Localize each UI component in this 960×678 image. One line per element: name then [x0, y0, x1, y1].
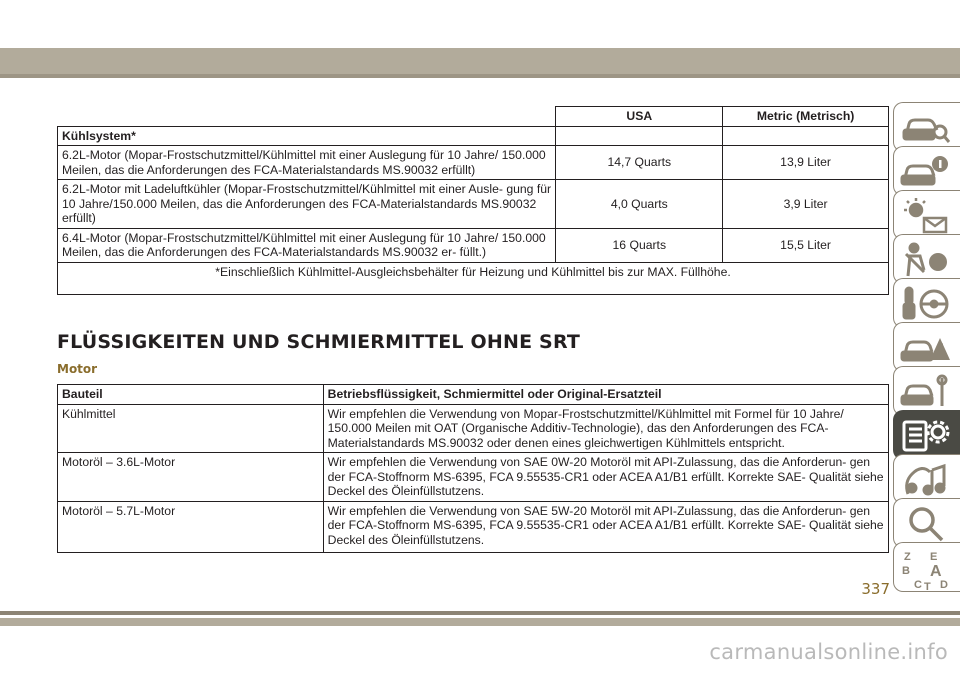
row-usa-value: 4,0 Quarts — [556, 180, 723, 229]
table-section-row — [58, 126, 889, 146]
alpha-letter-z: Z — [904, 551, 911, 563]
table-header-row — [58, 385, 889, 405]
header-bar — [0, 48, 960, 78]
row-spec: Wir empfehlen die Verwendung von SAE 0W-20 Motoröl mit API-Zulassung, das die Anforderun- gen der FCA-Stoffnorm MS-6395, FCA 9.55535-CR1 oder ACEA A1/B1 erfüllt. Korrekte SAE- Qualität siehe Deckel des Öleinfüllstutzens. — [323, 453, 888, 502]
car-warning-triangle-icon — [900, 328, 952, 368]
table-row — [58, 180, 889, 229]
row-metric-value: 13,9 Liter — [723, 146, 889, 180]
header-cell-fluid: Betriebsflüssigkeit, Schmiermittel oder Original-Ersatzteil — [323, 385, 888, 405]
tab-customer-assistance[interactable] — [893, 498, 960, 548]
header-stripe — [0, 74, 960, 78]
car-info-icon — [900, 152, 952, 192]
footer-rule — [0, 611, 960, 615]
tab-alphabetical-index[interactable] — [893, 542, 960, 592]
table-row — [58, 501, 889, 552]
row-description: 6.2L-Motor mit Ladeluftkühler (Mopar-Frostschutzmittel/Kühlmittel mit einer Ausle- gung für 10 Jahre/150.000 Meilen, das die Anforderungen des FCA-Materialstandards MS.90032 erfüllt) — [58, 180, 556, 229]
tab-warning-lights[interactable] — [893, 190, 960, 240]
row-part: Motoröl – 5.7L-Motor — [58, 501, 324, 552]
warning-light-message-icon — [900, 196, 952, 236]
tab-specifications[interactable] — [893, 410, 960, 460]
row-description: 6.4L-Motor (Mopar-Frostschutzmittel/Kühlmittel mit einer Auslegung für 10 Jahre/ 150.000 Meilen, das die Anforderungen des FCA-Materialstandards MS.90032 er- füllt.) — [58, 228, 556, 262]
tab-car-search[interactable] — [893, 102, 960, 152]
table-note-row — [58, 262, 889, 294]
row-part: Kühlmittel — [58, 404, 324, 453]
tab-multimedia[interactable] — [893, 454, 960, 504]
header-cell-usa: USA — [556, 107, 723, 127]
row-usa-value: 14,7 Quarts — [556, 146, 723, 180]
tab-safety[interactable] — [893, 234, 960, 284]
table-row — [58, 146, 889, 180]
header-cell-blank — [58, 107, 556, 127]
row-metric-value: 3,9 Liter — [723, 180, 889, 229]
table-header-row — [58, 107, 889, 127]
specifications-gear-icon — [900, 416, 952, 456]
footer-band — [0, 618, 960, 626]
tab-servicing[interactable] — [893, 366, 960, 416]
steering-wheel-start-icon — [900, 284, 952, 324]
page-number: 337 — [861, 580, 890, 598]
car-service-wrench-icon — [900, 372, 952, 412]
table-row — [58, 228, 889, 262]
row-description: 6.2L-Motor (Mopar-Frostschutzmittel/Kühlmittel mit einer Auslegung für 10 Jahre/ 150.000 Meilen, das die Anforderungen des FCA-Materialstandards MS.90032 erfüllt) — [58, 146, 556, 180]
alpha-letter-c: C — [914, 579, 922, 591]
watermark: carmanualsonline.info — [709, 640, 948, 664]
header-cell-part: Bauteil — [58, 385, 324, 405]
alpha-letter-t: T — [924, 581, 931, 592]
multimedia-music-icon — [900, 460, 952, 500]
car-search-icon — [900, 108, 952, 148]
row-spec: Wir empfehlen die Verwendung von Mopar-Frostschutzmittel/Kühlmittel mit Formel für 10 Jahre/ 150.000 Meilen mit OAT (Organische Additiv-Technologie), das den Anforderungen des FCA- Materialstandards MS.90032 oder denen eines gleichwertigen Kühlmittels entspricht. — [323, 404, 888, 453]
alpha-letter-d: D — [940, 579, 948, 591]
table-row — [58, 404, 889, 453]
tab-emergency[interactable] — [893, 322, 960, 372]
table-footnote: *Einschließlich Kühlmittel-Ausgleichsbehälter für Heizung und Kühlmittel bis zur MAX. Füllhöhe. — [58, 262, 889, 294]
alphabet-index-icon — [900, 548, 952, 592]
coolant-capacity-table — [57, 106, 889, 295]
engine-fluids-table — [57, 384, 889, 553]
row-metric-value: 15,5 Liter — [723, 228, 889, 262]
seatbelt-airbag-icon — [900, 240, 952, 280]
alpha-letter-b: B — [902, 565, 910, 577]
section-title: FLÜSSIGKEITEN UND SCHMIERMITTEL OHNE SRT — [57, 331, 581, 353]
page-top-margin — [0, 0, 960, 48]
row-usa-value: 16 Quarts — [556, 228, 723, 262]
table-cell — [723, 126, 889, 146]
alpha-letter-e: E — [930, 551, 938, 563]
table-row — [58, 453, 889, 502]
header-cell-metric: Metric (Metrisch) — [723, 107, 889, 127]
alpha-letter-a: A — [930, 563, 942, 580]
subsection-title: Motor — [57, 362, 98, 376]
tab-car-info[interactable] — [893, 146, 960, 196]
row-part: Motoröl – 3.6L-Motor — [58, 453, 324, 502]
row-spec: Wir empfehlen die Verwendung von SAE 5W-20 Motoröl mit API-Zulassung, das die Anforderun- gen der FCA-Stoffnorm MS-6395, FCA 9.55535-CR1 oder ACEA A1/B1 erfüllt. Korrekte SAE- Qualität siehe Deckel des Öleinfüllstutzens. — [323, 501, 888, 552]
table-cell — [556, 126, 723, 146]
magnifier-index-icon — [900, 504, 952, 544]
tab-starting-operating[interactable] — [893, 278, 960, 328]
section-label-cooling: Kühlsystem* — [58, 126, 556, 146]
